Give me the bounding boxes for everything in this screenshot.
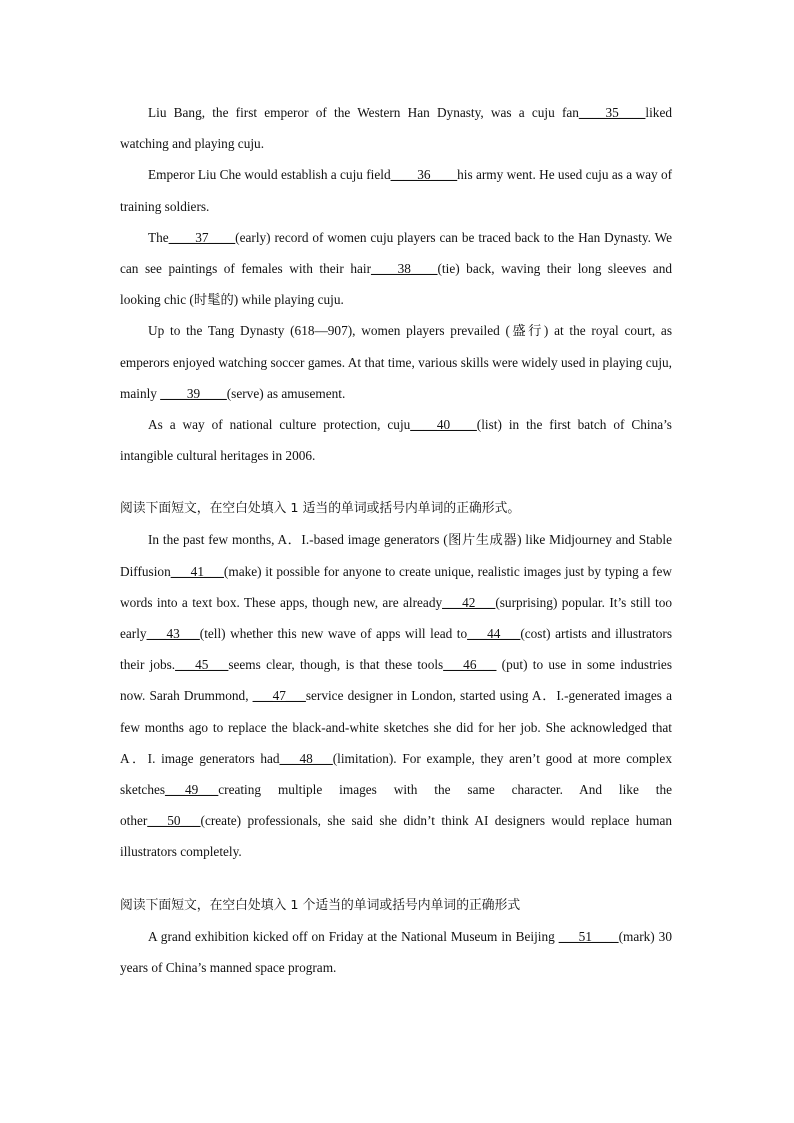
blank-40: ____40____ [410,417,477,433]
text: In the past few months, A．I.-based image generators (图片生成器) like Midjourney and Stable Diffusion [120,532,672,579]
blank-39: ____39____ [160,385,227,401]
section-heading-3: 阅读下面短文，在空白处填入 1 个适当的单词或括号内单词的正确形式 [120,897,521,913]
blank-44: ___44___ [467,626,521,642]
text: seems clear, though, is that these tools [228,657,444,673]
text: (list) in the first batch of China’s intangible cultural heritages in 2006. [120,417,672,464]
section-heading-2: 阅读下面短文，在空白处填入 1 适当的单词或括号内单词的正确形式。 [120,501,521,517]
text: (cost) artists and illustrators their jobs. [120,626,672,673]
text: his army went. He used cuju as a way of training soldiers. [120,167,673,214]
text: (surprising) popular. It’s still too early [120,594,673,642]
blank-48: ___48___ [279,750,333,766]
blank-38: ____38____ [371,261,438,277]
paragraph-36 [120,159,672,221]
paragraph-41-50 [120,524,672,867]
blank-35: ____35____ [578,105,646,120]
blank-49: ___49___ [165,782,219,798]
text: (create) professionals, she said she didn’t think AI designers would replace human illustrators completely. [120,813,672,860]
document-page [120,97,672,983]
text: Emperor Liu Che would establish a cuju field [148,167,391,183]
text: The [148,229,169,245]
text: A grand exhibition kicked off on Friday at the National Museum in Beijing [148,928,559,944]
text: liked watching and playing cuju. [120,105,672,152]
blank-45: ___45___ [175,657,229,673]
text: Liu Bang, the first emperor of the Western Han Dynasty, was a cuju fan [148,105,579,120]
blank-50: ___50___ [147,813,201,829]
text: (early) record of women cuju players can be traced back to the Han Dynasty. We can see paintings of females with their hair [120,229,672,277]
text: (tell) whether this new wave of apps will lead to [199,626,468,642]
blank-46: ___46___ [443,657,497,673]
text: (serve) as amusement. [226,385,346,401]
blank-47: ___47___ [252,688,306,704]
text: Up to the Tang Dynasty (618—907), women players prevailed (盛行) at the royal court, as emperors enjoyed watching soccer games. At that time, various skills were widely used in playing cuju, mainly [120,323,672,401]
text: (make) it possible for anyone to create unique, realistic images just by typing a few words into a text box. These apps, though new, are already [120,563,672,610]
blank-36: ____36____ [390,167,458,183]
paragraph-40 [120,409,672,471]
text: (limitation). For example, they aren’t good at more complex sketches [120,750,672,798]
text: service designer in London, started using A．I.-generated images a few months ago to replace the black-and-white sketches she did for her job. She acknowledged that A．I. image generators had [120,688,672,766]
paragraph-51 [120,921,672,983]
blank-42: ___42___ [442,594,496,610]
paragraph-39 [120,315,672,409]
text: (mark) 30 years of China’s manned space program. [120,928,672,975]
text: creating multiple images with the same character. And like the other [120,782,672,829]
blank-37: ____37____ [168,229,236,245]
text: (put) to use in some industries now. Sarah Drummond, [120,657,673,704]
blank-51: ___51____ [558,928,619,944]
blank-43: ___43___ [146,626,200,642]
blank-41: ___41___ [170,563,224,579]
paragraph-37-38 [120,222,672,316]
text: (tie) back, waving their long sleeves and looking chic (时髦的) while playing cuju. [120,261,673,308]
text: As a way of national culture protection, cuju [148,417,411,433]
paragraph-35 [120,97,672,159]
